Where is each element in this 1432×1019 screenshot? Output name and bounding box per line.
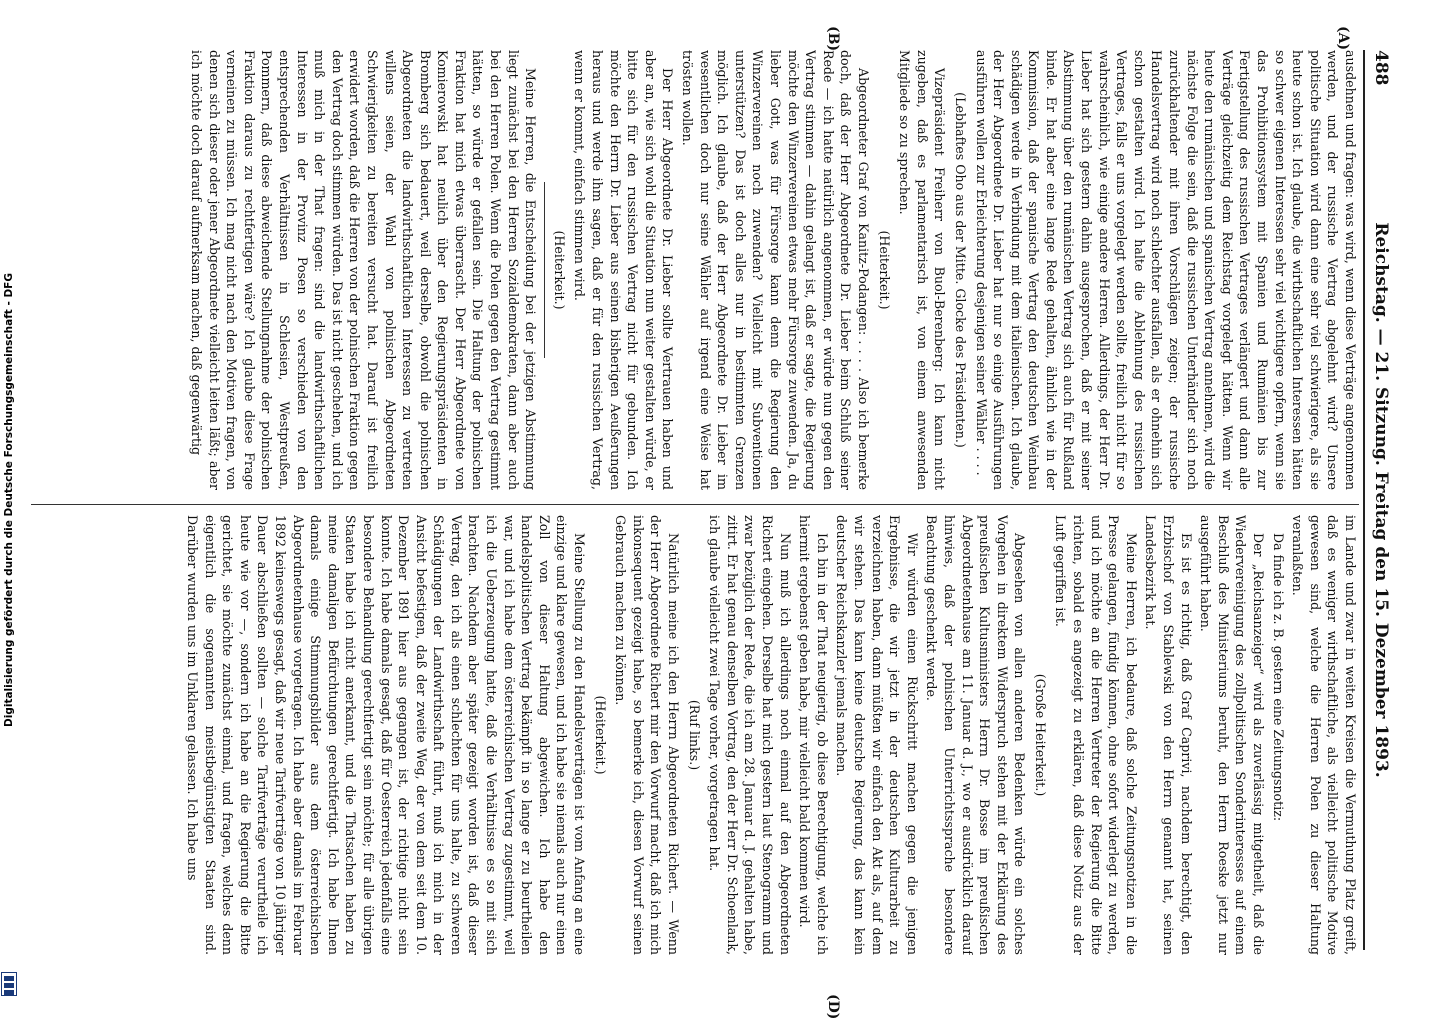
stage-direction: (Heiterkeit.) — [592, 695, 608, 775]
paragraph: Natürlich meine ich den Herrn Abgeordneten Richert. — Wenn der Herr Abgeordnete Richert mir den Vorwurf macht, daß ich mich inkonsequent gezeigt habe, so bemerke ich, diesen Vorwurf seinen Gebrauch machen zu können. — [613, 515, 682, 955]
paragraph-speaker: Vizepräsident Freiherr von Buol-Berenberg: Ich kann nicht zugeben, daß es parlamentarisch ist, von einem anwesenden Mitgliede so zu sprechen. — [897, 50, 948, 490]
paragraph: Abgesehen von allen anderen Bedenken würde ein solches Vorgehen in direktem Widerspruch stehen mit der Erklärung des preußischen Kultusministers Herrn Dr. Bosse im preußischen Abgeordnetenhause am 11. Januar d. J., wo er ausdrücklich darauf hinwies, daß der polnischen Unterrichtssprache besondere Beachtung geschenkt werde. — [924, 515, 1028, 955]
page-header — [1363, 50, 1399, 950]
section-rule — [544, 182, 545, 358]
quotation: Der „Reichsanzeiger“ wird als zuverlässig mitgetheilt, daß die Wiedervereinigung des zollpolitischen Sonderinteresses auf einem Beschluß des Ministeriums beruht, den Herrn Roeske jetzt nur ausgeführt haben. — [1198, 515, 1267, 955]
paragraph: Meine Herren, die Entscheidung bei der jetzigen Abstimmung liegt zunächst bei den Herren Sozialdemokraten, dann aber auch bei den Herren Polen. Wenn die Polen gegen den Vertrag gestimmt hätten, so würde er gefallen sein. Die Haltung der polnischen Fraktion hat mich etwas überrascht. Der Herr Abgeordnete von Komierowski hat neulich über den Regierungspräsidenten in Bromberg sich bedauert, weil derselbe, obwohl die polnischen Abgeordneten die landwirthschaftlichen Interessen zu vertreten willens seien, der Wahl von polnischen Abgeordneten Schwierigkeiten zu bereiten versucht hat. Darauf ist freilich erwidert worden, daß die Herren von der polnischen Fraktion gegen den Vertrag doch stimmen würden. Das ist nicht geschehen, und ich muß mich in der That fragen: sind die landwirthschaftlichen Interessen in der Provinz Posen so verschieden von den entsprechenden Verhältnissen in Schlesien, Westpreußen, Pommern, daß diese abweichende Stellungnahme der polnischen Fraktion daraus zu rechtfertigen wäre? Ich glaube diese Frage verneinen zu müssen. Ich mag nicht nach den Motiven fragen, von denen sich dieser oder jener Abgeordnete vielleicht leiten läßt; aber ich möchte doch darauf aufmerksam machen, daß gegenwärtig — [189, 50, 539, 490]
stage-direction: (Heiterkeit.) — [876, 230, 892, 310]
stage-direction: (Große Heiterkeit.) — [1032, 673, 1048, 797]
paragraph: im Lande und zwar in weiten Kreisen die Vermuthung Platz greift, daß es weniger wirthschaftliche, als vielleicht politische Motive gewesen sind, welche die Herren Polen zu dieser Haltung veranlaßten. — [1290, 515, 1358, 955]
digitization-credit-text: Digitalisierung gefördert durch die Deutsche Forschungsgemeinschaft - DFG — [3, 273, 15, 727]
stage-direction: (Heiterkeit.) — [551, 230, 567, 310]
paragraph: ausdehnen und fragen: was wird, wenn diese Verträge angenommen werden, und der russische Vertrag abgelehnt wird? Unsere politische Situation wird dann eine sehr viel schwierigere, als sie heute schon ist. Ich glaube, die wirthschaftlichen Interessen hätten so schwer eigenen Interessen sehr viel wichtigere opfern, wenn sie das Prohibitionssystem mit Spanien und Rumänien bis zur Fertigstellung des russischen Vertrages verlängert und dann alle Verträge gleichzeitig dem Reichstag vorgelegt hätten. Wenn wir heute den rumänischen und spanischen Vertrag annehmen, wird die nächste Folge die sein, daß die russischen Unterhändler sich noch zurückhaltender mit ihren Vorschlägen zeigen; der russische Handelsvertrag wird noch schlechter ausfallen, als er ohnehin sich schon gestalten wird. Ich halte die Ablehnung des russischen Vertrages, falls er uns vorgelegt werden sollte, freilich nicht für so wahrscheinlich, wie einige andere Herren. Allerdings, der Herr Dr. Lieber hat sich gestern dahin ausgesprochen, daß er mit seiner Abstimmung über den rumänischen Vertrag sich auch für Rußland binde. Er hat aber eine lange Rede gehalten, ähnlich wie in der Kommission, daß der spanische Vertrag den deutschen Weinbau schädigen werde in Verbindung mit dem italienischen. Ich glaube, der Herr Abgeordnete Dr. Lieber hat nur so einige Ausführungen ausführen wollen zur Erleichterung desjenigen seiner Wähler . . . . — [973, 50, 1358, 490]
paragraph: Wir würden einen Rückschritt machen gegen die jenigen Ergebnisse, die wir jetzt in der deutschen Kulturarbeit zu verzeichnen haben, dann müßten wir einfach den Akt als, auf dem wir stehen. Das kann keine deutsche Regierung, das kann kein deutscher Reichskanzler jemals machen. — [834, 515, 920, 955]
stage-direction: (Lebhaftes Oho aus der Mitte. Glocke des Präsidenten.) — [952, 92, 968, 448]
margin-marker-a: (A) — [1335, 26, 1351, 51]
right-column — [31, 515, 1359, 955]
margin-marker-b: (B) — [825, 26, 841, 52]
left-column — [31, 50, 1359, 500]
paragraph: Meine Herren, ich bedaure, daß solche Zeitungsnotizen in die Presse gelangen, fündig können, ohne sofort widerlegt zu werden, und ich möchte an die Herren Vertreter der Regierung die Bitte richten, sobald es angezeigt zu erklären, daß diese Notiz aus der Luft gegriffen ist. — [1053, 515, 1139, 955]
paragraph: Ich bin in der That neugierig, ob diese Berechtigung, welche ich hiermit ergebenst geben habe, mir vielleicht bald kommen wird. — [797, 515, 830, 955]
paragraph: Nun muß ich allerdings noch einmal auf den Abgeordneten Richert eingehen. Derselbe hat mich gestern laut Stenogramm und zwar bezüglich der Rede, die ich am 28. Januar d. J. gehalten habe, zitirt. Er hat genau denselben Vortrag, den der Herr Dr. Schoenlank, ich glaube vielleicht zwei Tage vorher, vorgetragen hat. — [707, 515, 793, 955]
paragraph: Der Herr Abgeordnete Dr. Lieber sollte Vertrauen haben und aber an, wie sich wohl die Situation nun weiter gestalten würde, er bitte sich für den russischen Vertrag nicht für gebunden. Ich möchte den Herrn Dr. Lieber aus seinen bisherigen Aeußerungen heraus und werde ihm sagen, daß er für den russischen Vertrag, wenn er kommt, einfach stimmen wird. — [572, 50, 676, 490]
paragraph: Da finde ich z. B. gestern eine Zeitungsnotiz: — [1270, 533, 1286, 822]
paragraph-speaker: Abgeordneter Graf von Kanitz-Podangen: . . . . Also ich bemerke doch, daß der Herr Abgeordnete Dr. Lieber beim Schluß seiner Rede — ich hatte natürlich angenommen, er würde nun gegen den Vertrag stimmen — dahin gelangt ist, daß er sagte, die Regierung möchte den Winzervereinen etwas mehr Fürsorge zuwenden. Ja, du lieber Gott, was für Fürsorge kann denn die Regierung den Winzervereinen noch zuwenden? Vielleicht mit Subventionen unterstützen? Das ist doch alles nur in bestimmten Grenzen möglich. Ich glaube, daß der Herr Abgeordnete Dr. Lieber im wesentlichen doch nur seine Wähler auf irgend eine Weise hat trösten wollen. — [680, 50, 871, 490]
column-divider — [31, 504, 1359, 505]
stage-direction: (Ruf links.) — [686, 699, 702, 771]
page-number: 488 — [1371, 50, 1391, 86]
paragraph: Es ist es richtig, daß Graf Caprivi, nachdem berechtigt, den Erzbischof von Stablewski von den Herrn genannt hat, seinen Landesbezirk hat. — [1143, 515, 1194, 955]
paragraph: Meine Stellung zu den Handelsverträgen ist vom Anfang an eine einzige und klare gewesen, und ich habe sie niemals auch nur einen Zoll von dieser Haltung abgewichen. Ich habe den handelspolitischen Vertrag bekämpft in so lange er zu beurtheilen war, und ich habe dem österreichischen Vertrag zugestimmt, weil ich die Ueberzeugung hatte, daß die Verhältnisse es so mit sich brachten. Nachdem aber später gezeigt worden ist, daß dieser Vertrag, den ich als einen schlechten für uns halte, zu schweren Schädigungen der Landwirthschaft führt, muß ich mich in der Ansicht befestigen, daß der zweite Weg, der von dem seit dem 10. Dezember 1891 hier aus gegangen ist, der richtige nicht sein konnte. Ich habe damals gesagt, daß für Oesterreich jedenfalls eine besondere Behandlung gerechtfertigt sein möchte; für alle übrigen Staaten habe ich nicht anerkannt, und die Thatsachen haben zu meine damaligen Befürchtungen gerechtfertigt. Ich habe Ihnen damals einige Stimmungsbilder aus dem österreichischen Abgeordnetenhause vorgetragen. Ich habe aber damals im Februar 1892 keineswegs gesagt, daß wir neue Tarifverträge von 10 jähriger Dauer abschließen sollten — solche Tarifverträge verurtheile ich heute wie vor —, sondern ich habe an die Regierung die Bitte gerichtet, sie möchte zunächst einmal, und fragen, welches denn eigentlich die sogenannten meistbegünstigten Staaten sind. Darüber wurden uns im Unklaren gelassen. Ich habe uns — [185, 515, 588, 955]
page-title: Reichstag. — 21. Sitzung. Freitag den 15. Dezember 1893. — [1371, 222, 1391, 778]
margin-marker-d: (D) — [825, 994, 841, 1019]
scanned-page — [11, 10, 1421, 1019]
